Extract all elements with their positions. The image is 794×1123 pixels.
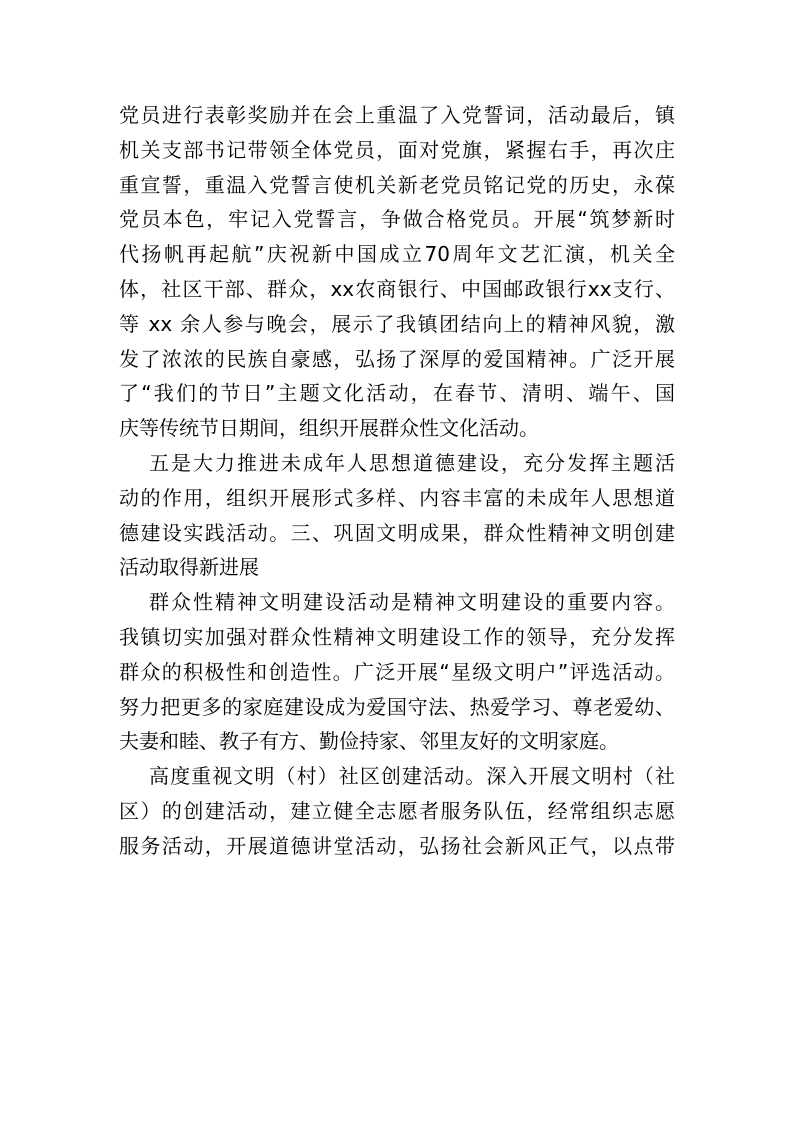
paragraph-first-line: 群众性精神文明建设活动是精神文明建设的重要内容。	[149, 590, 675, 615]
text-line: 庆等传统节日期间，组织开展群众性文化活动。	[119, 416, 539, 441]
text-line: 重宣誓，重温入党誓言使机关新老党员铭记党的历史，永葆	[119, 172, 675, 197]
text-line: 党员本色，牢记入党誓言，争做合格党员。开展“筑梦新时	[119, 207, 675, 232]
text-line: 动的作用，组织开展形式多样、内容丰富的未成年人思想道	[119, 485, 675, 510]
paragraph-first-line: 高度重视文明（村）社区创建活动。深入开展文明村（社	[149, 764, 675, 789]
document-body	[119, 98, 675, 864]
paragraph-first-line: 五是大力推进未成年人思想道德建设，充分发挥主题活	[149, 450, 675, 475]
text-line: 体，社区干部、群众，xx农商银行、中国邮政银行xx支行、	[119, 276, 675, 301]
text-line: 我镇切实加强对群众性精神文明建设工作的领导，充分发挥	[119, 624, 675, 649]
text-line: 等 xx 余人参与晚会，展示了我镇团结向上的精神风貌，激	[119, 311, 675, 336]
text-line: 服务活动，开展道德讲堂活动，弘扬社会新风正气，以点带	[119, 833, 675, 858]
text-line: 机关支部书记带领全体党员，面对党旗，紧握右手，再次庄	[119, 137, 675, 162]
text-line: 活动取得新进展	[119, 555, 259, 580]
text-line: 代扬帆再起航”庆祝新中国成立70周年文艺汇演，机关全	[119, 242, 675, 267]
text-line: 发了浓浓的民族自豪感，弘扬了深厚的爱国精神。广泛开展	[119, 346, 675, 371]
text-line: 群众的积极性和创造性。广泛开展“星级文明户”评选活动。	[119, 659, 675, 684]
text-line: 努力把更多的家庭建设成为爱国守法、热爱学习、尊老爱幼、	[119, 694, 675, 719]
text-line: 德建设实践活动。三、巩固文明成果，群众性精神文明创建	[119, 520, 675, 545]
text-line: 了“我们的节日”主题文化活动，在春节、清明、端午、国	[119, 381, 675, 406]
text-line: 区）的创建活动，建立健全志愿者服务队伍，经常组织志愿	[119, 798, 675, 823]
text-line: 夫妻和睦、教子有方、勤俭持家、邻里友好的文明家庭。	[119, 729, 619, 754]
text-line: 党员进行表彰奖励并在会上重温了入党誓词，活动最后，镇	[119, 103, 675, 127]
